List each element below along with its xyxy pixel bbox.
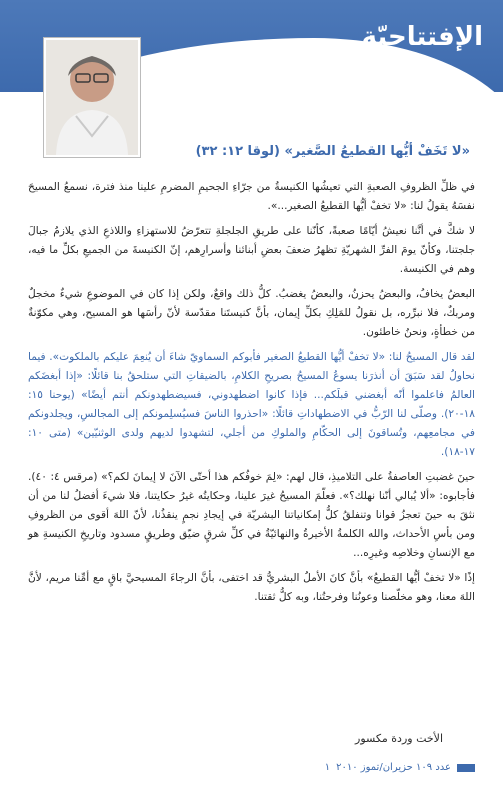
portrait-image <box>46 40 138 155</box>
issue-info: عدد ١٠٩ حزيران/تموز ٢٠١٠ <box>336 762 451 773</box>
article-body <box>28 178 475 613</box>
paragraph: لا شكَّ في أنَّنا نعيشُ أيّامًا صعبةً، كأنّنا على طريقِ الجلجلةِ تتعرّضُ للاستهزاءِ واللاذعِ الذي يلازمُ جبالَ جلجتنا، وكأنّ يومَ الفرِّ الشهريّةِ تظهرُ ضعفَ بعضِ أبنائنا وأسرارِهم، إنّ الكنيسةَ من الجميعِ بكلِّ ما فيه، وهم في الكنيسة. <box>28 225 475 275</box>
section-title: الإفتتاحيّة <box>361 22 483 52</box>
paragraph: في ظلِّ الظروفِ الصعبةِ التي تعيشُها الكنيسةُ من جرّاءِ الجحيمِ المضرمِ علينا منذ فترة، نسمعُ المسيحَ نفسَهُ يقولُ لنا: «لا تخفْ أيُّها القطيعُ الصغير...». <box>28 181 475 212</box>
paragraph-quote: لقد قال المسيحُ لنا: «لا تخفْ أيُّها القطيعُ الصغير فأبوكم السماويّ شاءَ أن يُنعِمَ عليكم بالملكوت». فيما نحاولُ لقد سَبَقَ أن أنذرَنا يسوعُ المسيحُ بصريحِ الكلامِ، بالضيقاتِ التي ستلحقُ بنا قائلًا: «إذا أبغضَكم العالمُ فاعلموا أنّه أبغضني قبلَكم... فإذا كانوا اضطهدوني، فسيضطهدونكم أنتم أيضًا» (يوحنا ١٥: ١٨-٢٠). وصلّى لنا الرّبُّ في الاضطهاداتِ قائلًا: «احذروا الناسَ فسيُسلِمونكم إلى المجالسِ، ويجلدونكم في مجامعِهم، وتُساقونَ إلى الحكّامِ والملوكِ من أجلي، لتشهدوا لديهم ولدى الوثنيّين» (متى ١٠: ١٧-١٨). <box>28 351 475 458</box>
paragraph: حينَ غضبتِ العاصفةُ على التلاميذِ، قال لهم: «لِمَ خوفُكم هذا أحتّى الآنَ لا إيمانَ لكم؟» (مرقس ٤: ٤٠). فأجابوه: «ألا يُبالي أنّنا نهلك؟». فعلّمَ المسيحُ غيرَ علينا، وحكايتُه غيرُ حكايتنا، فلا شيءَ أفضلُ لنا من أن نثقَ به حينَ تعجزُ قوانا وتنفلقُ كلُّ إمكانياتنا البشريّة في إيجادِ نجمٍ ينقذُنا، لأنّ اللهَ أقوى من الظروفِ ومن بأسِ الأحداث، والله الكلمةُ الأخيرةُ والنهائيّةُ في كلِّ شرقٍ ضيّق وطريقٍ مسدود وتاريخِ الكنيسةِ هو مع الإنسانِ وخلاصِه وغيرِه... <box>28 471 475 559</box>
paragraph: إذًا «لا تخفْ أيُّها القطيعُ» بأنَّ كانَ الأملُ البشريُّ قد اختفى، بأنَّ الرجاءَ المسيحيَّ باقٍ مع أمِّنا مريم، لأنَّ اللهَ معنا، وهو مخلّصنا وعونُنا وفرحتُنا، وبه كلُّ ثقتنا. <box>28 572 475 603</box>
page-number: ١ <box>324 762 331 773</box>
page-footer <box>325 762 475 773</box>
article-subtitle: «لا تَخَفْ أيُّها القطيعُ الصَّغير» (لوقا ١٢: ٣٢) <box>195 144 470 159</box>
footer-mark-icon <box>457 764 475 772</box>
author-signature: الأخت وردة مكسور <box>355 732 443 745</box>
paragraph: البعضُ يخافُ، والبعضُ يحزنُ، والبعضُ يغضبُ. كلُّ ذلك واقعٌ، ولكن إذا كان في الموضوعِ شيءٌ مخجلٌ ومربكٌ، فلا نبرِّره، بل نقولُ للمَلِكِ بكلِّ إيمان، بأنَّ كنيستَنا مقدّسة لأنّ رأسَها هو المسيح، وهي مكوّنةٌ من خطأةٍ، ونحنُ خاطئون. <box>28 288 475 338</box>
author-photo <box>44 38 140 157</box>
